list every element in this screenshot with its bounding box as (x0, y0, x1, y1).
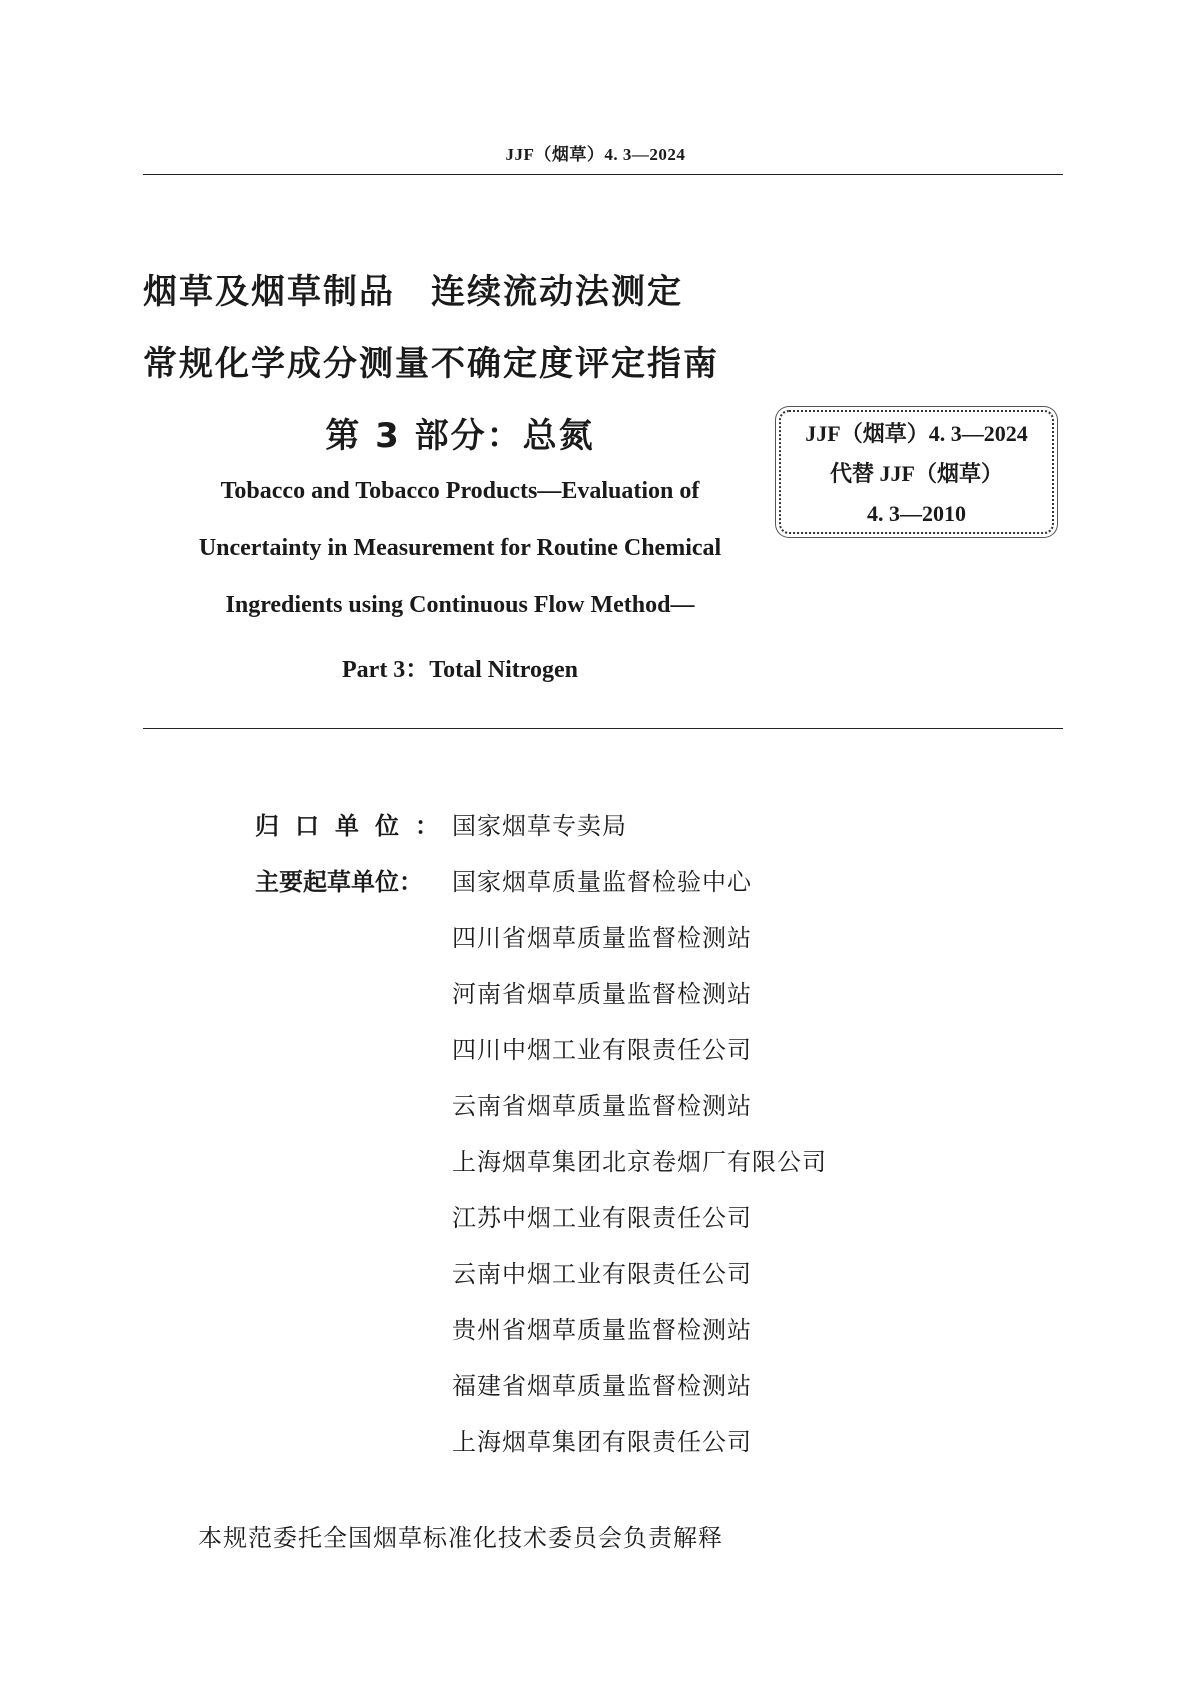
title-en-line-4: Part 3：Total Nitrogen (342, 657, 578, 683)
code-box-line-2: 代替 JJF（烟草） (830, 461, 1003, 486)
standard-code-box (779, 410, 1054, 534)
drafting-unit-item: 上海烟草集团有限责任公司 (452, 1428, 752, 1456)
title-divider (143, 728, 1063, 729)
drafting-unit-item: 云南中烟工业有限责任公司 (452, 1260, 752, 1288)
drafting-unit-item: 福建省烟草质量监督检测站 (452, 1372, 752, 1400)
interpretation-note: 本规范委托全国烟草标准化技术委员会负责解释 (198, 1524, 723, 1552)
drafting-unit-item: 国家烟草质量监督检验中心 (452, 868, 752, 896)
title-en-line-2: Uncertainty in Measurement for Routine Chemical (198, 535, 722, 561)
drafting-unit-item: 河南省烟草质量监督检测站 (452, 980, 752, 1008)
title-en-line-3: Ingredients using Continuous Flow Method— (225, 592, 695, 618)
drafting-unit-item: 四川中烟工业有限责任公司 (452, 1036, 752, 1064)
title-cn-line-2: 常规化学成分测量不确定度评定指南 (143, 344, 719, 384)
title-en-line-1: Tobacco and Tobacco Products—Evaluation of (220, 478, 700, 504)
drafting-unit-item: 云南省烟草质量监督检测站 (452, 1092, 752, 1120)
drafting-unit-item: 四川省烟草质量监督检测站 (452, 924, 752, 952)
drafting-unit-item: 贵州省烟草质量监督检测站 (452, 1316, 752, 1344)
header-standard-code: JJF（烟草）4. 3—2024 (505, 145, 686, 164)
code-box-line-3: 4. 3—2010 (867, 501, 966, 526)
code-box-line-1: JJF（烟草）4. 3—2024 (805, 421, 1028, 446)
header-divider (143, 174, 1063, 175)
responsible-unit-label: 归口单位： (255, 812, 455, 840)
drafting-units-label: 主要起草单位： (255, 868, 423, 896)
title-cn-line-3: 第 3 部分：总氮 (325, 416, 595, 456)
drafting-unit-item: 江苏中烟工业有限责任公司 (452, 1204, 752, 1232)
drafting-unit-item: 上海烟草集团北京卷烟厂有限公司 (452, 1148, 827, 1176)
title-cn-line-1: 烟草及烟草制品 连续流动法测定 (143, 272, 683, 312)
responsible-unit-value: 国家烟草专卖局 (452, 812, 627, 840)
